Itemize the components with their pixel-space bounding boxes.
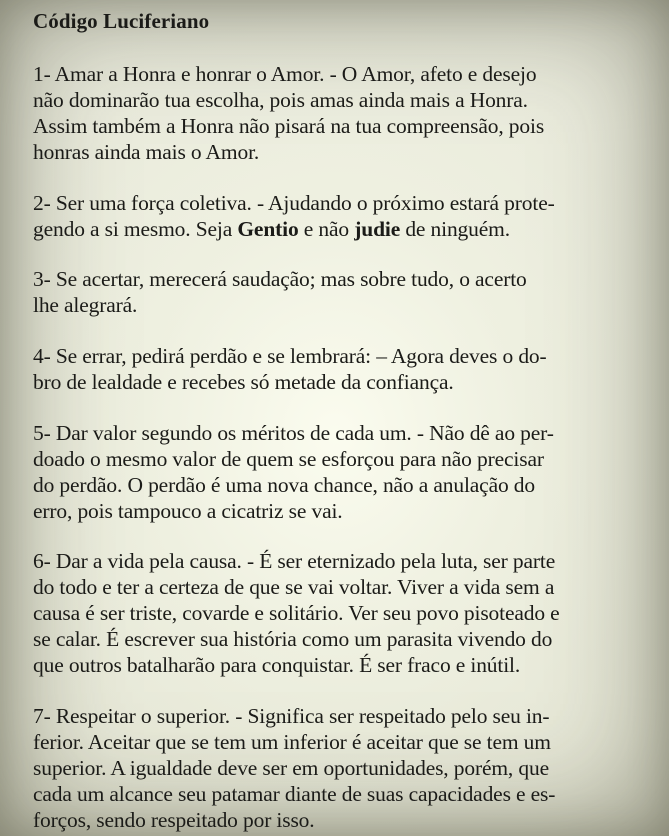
rule-7-line-5: forços, sendo respeitado por isso. xyxy=(33,808,315,832)
rule-1-line-1: 1- Amar a Honra e honrar o Amor. - O Amor, afeto e desejo xyxy=(33,62,537,86)
page-title: Código Luciferiano xyxy=(33,9,210,33)
rule-7 xyxy=(33,703,555,833)
rule-6-line-2: do todo e ter a certeza de que se vai voltar. Viver a vida sem a xyxy=(33,575,555,599)
rule-3-line-1: 3- Se acertar, merecerá saudação; mas sobre tudo, o acerto xyxy=(33,267,527,291)
rule-6 xyxy=(33,548,560,678)
rule-6-line-1: 6- Dar a vida pela causa. - É ser eternizado pela luta, ser parte xyxy=(33,549,556,573)
rule-2-text-a: gendo a si mesmo. Seja xyxy=(33,217,238,241)
rule-6-line-5: que outros batalharão para conquistar. É ser fraco e inútil. xyxy=(33,653,521,677)
rule-2-text-c: e não xyxy=(298,217,355,241)
rule-7-line-1: 7- Respeitar o superior. - Significa ser respeitado pelo seu in- xyxy=(33,704,550,728)
rule-5-line-4: erro, pois tampouco a cicatriz se vai. xyxy=(33,499,343,523)
rule-7-line-4: cada um alcance seu patamar diante de suas capacidades e es- xyxy=(33,782,556,806)
rule-2-line-2 xyxy=(33,216,555,242)
rule-5 xyxy=(33,420,554,524)
rule-7-line-2: ferior. Aceitar que se tem um inferior é aceitar que se tem um xyxy=(33,730,551,754)
rule-4-line-2: bro de lealdade e recebes só metade da confiança. xyxy=(33,370,454,394)
rule-1-line-2: não dominarão tua escolha, pois amas ainda mais a Honra. xyxy=(33,88,528,112)
rule-1 xyxy=(33,61,544,165)
rule-3 xyxy=(33,266,527,318)
rule-6-line-3: causa é ser triste, covarde e solitário. Ver seu povo pisoteado e xyxy=(33,601,560,625)
rule-7-line-3: superior. A igualdade deve ser em oportunidades, porém, que xyxy=(33,756,549,780)
rule-2-text-e: de ninguém. xyxy=(400,217,510,241)
rule-1-line-4: honras ainda mais o Amor. xyxy=(33,140,260,164)
rule-5-line-3: do perdão. O perdão é uma nova chance, não a anulação do xyxy=(33,473,535,497)
rule-2 xyxy=(33,190,555,242)
rule-2-line-1: 2- Ser uma força coletiva. - Ajudando o próximo estará prote- xyxy=(33,191,555,215)
rule-2-bold-gentio: Gentio xyxy=(237,217,299,241)
rule-3-line-2: lhe alegrará. xyxy=(33,293,138,317)
rule-1-line-3: Assim também a Honra não pisará na tua compreensão, pois xyxy=(33,114,545,138)
rule-6-line-4: se calar. É escrever sua história como um parasita vivendo do xyxy=(33,627,553,651)
rule-4 xyxy=(33,343,547,395)
rule-4-line-1: 4- Se errar, pedirá perdão e se lembrará: – Agora deves o do- xyxy=(33,344,547,368)
rule-5-line-1: 5- Dar valor segundo os méritos de cada um. - Não dê ao per- xyxy=(33,421,554,445)
rule-2-bold-judie: judie xyxy=(354,217,401,241)
rule-5-line-2: doado o mesmo valor de quem se esforçou para não precisar xyxy=(33,447,544,471)
